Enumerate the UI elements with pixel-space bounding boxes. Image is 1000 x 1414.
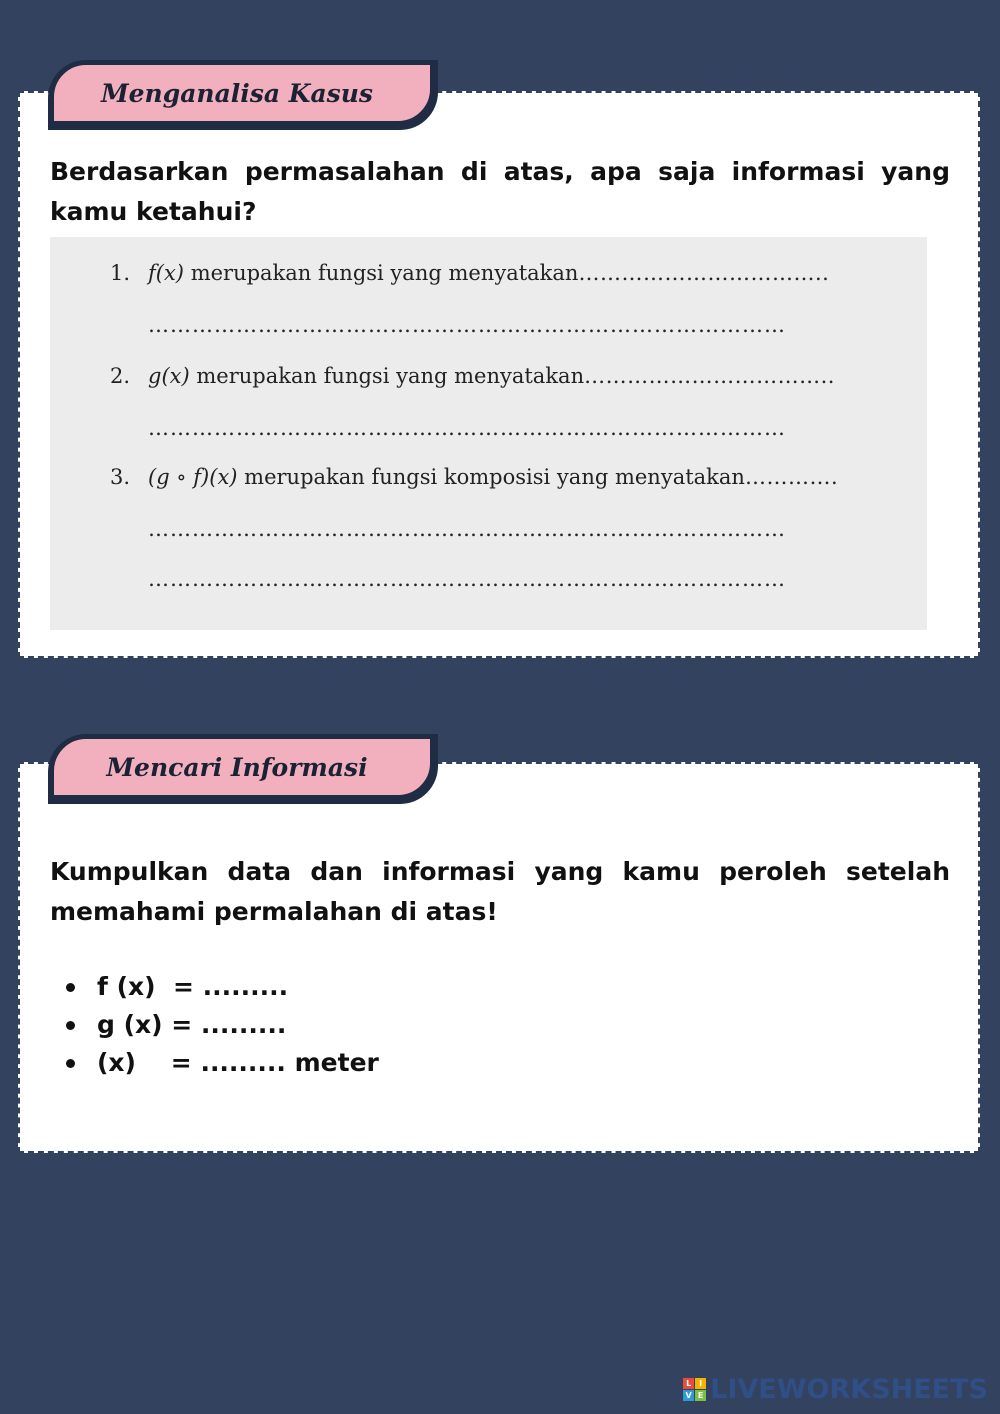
- liveworksheets-logo: [683, 1374, 988, 1404]
- answer-blank-line[interactable]: ……………………………………………………………………………: [148, 313, 786, 337]
- math-expression: f(x): [148, 261, 185, 285]
- bullet-dot-icon: [66, 1021, 75, 1030]
- answer-blank[interactable]: ……………………………..: [578, 261, 830, 285]
- answer-box: [50, 237, 927, 630]
- logo-text: LIVEWORKSHEETS: [710, 1373, 988, 1405]
- math-expression: (g ∘ f)(x): [148, 465, 238, 489]
- bullet-dot-icon: [66, 983, 75, 992]
- analysis-question: Berdasarkan permasalahan di atas, apa saja informasi yang kamu ketahui?: [50, 157, 950, 226]
- bullet-dot-icon: [66, 1059, 75, 1068]
- information-question: Kumpulkan data dan informasi yang kamu peroleh setelah memahami permalahan di atas!: [50, 857, 950, 926]
- bullet-gx[interactable]: g (x) = .........: [66, 1006, 379, 1044]
- answer-blank-line[interactable]: ……………………………………………………………………………: [148, 416, 786, 440]
- answer-blank-line[interactable]: ……………………………………………………………………………: [148, 567, 786, 591]
- section-tab-mencari: [48, 734, 438, 804]
- bullet-x[interactable]: (x) = ......... meter: [66, 1044, 379, 1082]
- section-title: Mencari Informasi: [52, 737, 432, 797]
- section-tab-menganalisa: [48, 60, 438, 130]
- answer-item-2: 2. g(x) merupakan fungsi yang menyatakan……………………………..: [110, 364, 835, 388]
- info-bullet-list: [66, 968, 379, 1082]
- bullet-fx[interactable]: f (x) = .........: [66, 968, 379, 1006]
- section-title: Menganalisa Kasus: [52, 63, 432, 123]
- answer-blank[interactable]: ………….: [744, 465, 839, 489]
- answer-item-3: 3. (g ∘ f)(x) merupakan fungsi komposisi yang menyatakan………….: [110, 465, 839, 489]
- answer-item-1: 1. f(x) merupakan fungsi yang menyatakan……………………………..: [110, 261, 830, 285]
- logo-icon: L I V E: [683, 1378, 706, 1401]
- math-expression: g(x): [148, 364, 190, 388]
- information-card: [18, 762, 980, 1153]
- answer-blank[interactable]: ……………………………..: [584, 364, 835, 388]
- answer-blank-line[interactable]: ……………………………………………………………………………: [148, 517, 786, 541]
